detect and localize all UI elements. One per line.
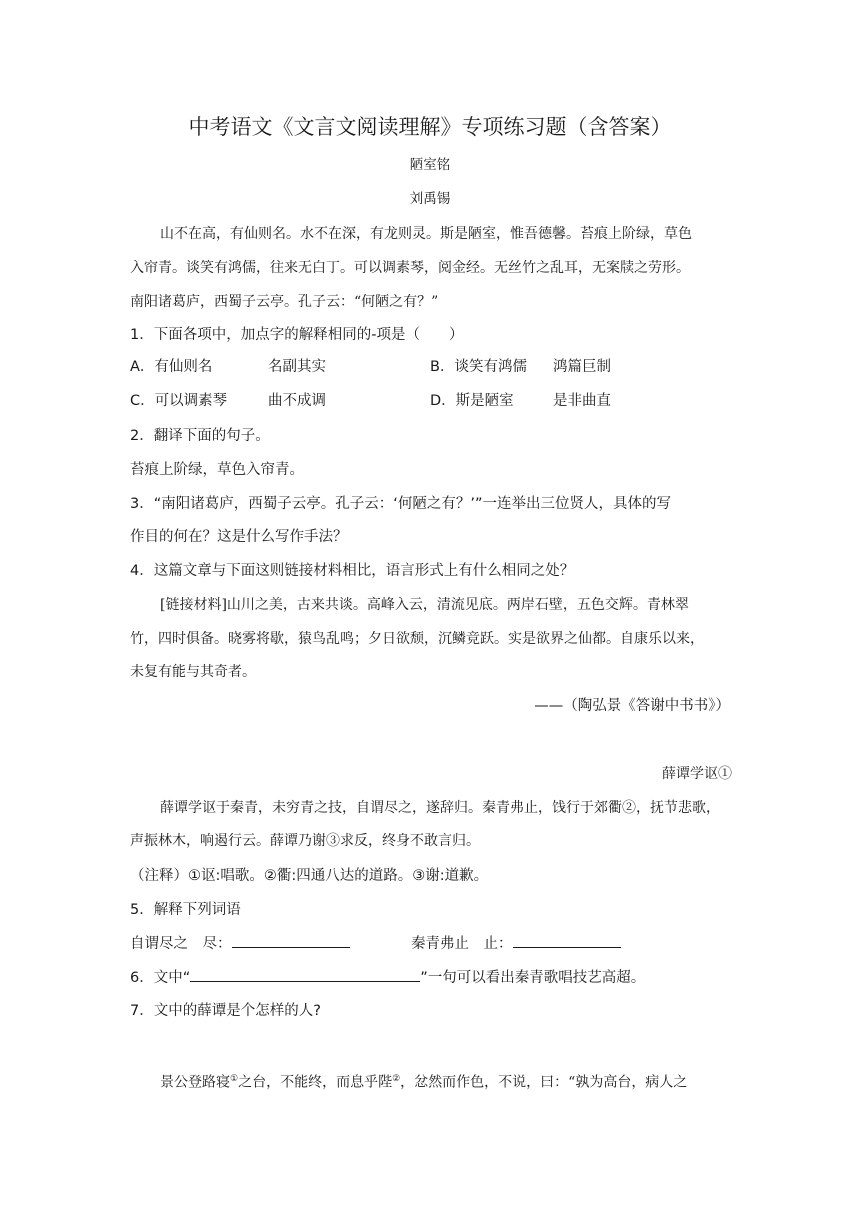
question-3-line: 3．“南阳诸葛庐，西蜀子云亭。孔子云：‘何陋之有？’”一连举出三位贤人，具体的写 (130, 496, 671, 512)
passage1-line: 南阳诸葛庐，西蜀子云亭。孔子云：“何陋之有？” (130, 294, 439, 310)
q5-item-2-label: 秦青弗止 止： (411, 936, 513, 952)
q5-item-2 (411, 933, 621, 954)
passage3-text: 之台，不能终，而息乎陛 (238, 1074, 393, 1091)
q1-option-d-pair: 是非曲直 (553, 393, 611, 409)
passage3-text: 景公登路寝 (160, 1074, 230, 1091)
q1-option-c: C．可以调素琴 (130, 393, 228, 409)
passage2-line: 声振林木，响遏行云。薛谭乃谢③求反，终身不敢言归。 (130, 833, 480, 849)
q1-option-c-pair: 曲不成调 (268, 393, 326, 409)
q5-item-1-label: 自谓尽之 尽： (130, 936, 232, 952)
link-material-line: 未复有能与其奇者。 (130, 664, 256, 680)
answer-blank[interactable] (190, 967, 420, 982)
question-6-prefix: 6．文中“ (130, 970, 191, 986)
passage2-notes: （注释）①讴:唱歌。②衢:四通八达的道路。③谢:道歉。 (130, 868, 489, 884)
question-7-stem: 7．文中的薛谭是个怎样的人? (130, 1003, 321, 1019)
passage1-heading: 陋室铭 (409, 157, 451, 173)
q1-option-b: B．谈笑有鸿儒 (430, 359, 527, 375)
question-2-stem: 2．翻译下面的句子。 (130, 428, 270, 444)
question-5-stem: 5．解释下列词语 (130, 902, 241, 918)
question-4-stem: 4．这篇文章与下面这则链接材料相比，语言形式上有什么相同之处？ (130, 563, 575, 579)
question-2-sentence: 苔痕上阶绿，草色入帘青。 (130, 462, 304, 478)
question-6 (130, 967, 730, 988)
passage1-line: 入帘青。谈笑有鸿儒，往来无白丁。可以调素琴，阅金经。无丝竹之乱耳，无案牍之劳形。 (130, 260, 690, 276)
q5-item-1 (130, 933, 350, 954)
passage1-author: 刘禹锡 (409, 191, 451, 207)
footnote-marker: ① (230, 1074, 239, 1084)
q1-option-b-pair: 鸿篇巨制 (553, 359, 611, 375)
document-title: 中考语文《文言文阅读理解》专项练习题（含答案） (188, 115, 672, 139)
q1-option-a-pair: 名副其实 (268, 359, 326, 375)
answer-blank[interactable] (513, 933, 621, 948)
question-1-stem: 1．下面各项中，加点字的解释相同的-项是（ ） (130, 327, 464, 343)
passage2-line: 薛谭学讴于秦青，未穷青之技，自谓尽之，遂辞归。秦青弗止，饯行于郊衢②，抚节悲歌， (160, 800, 720, 816)
passage2-heading: 薛谭学讴① (662, 766, 732, 782)
passage3-line (160, 1069, 730, 1093)
passage1-line: 山不在高，有仙则名。水不在深，有龙则灵。斯是陋室，惟吾德馨。苔痕上阶绿，草色 (160, 226, 692, 242)
question-3-line: 作目的何在？这是什么写作手法？ (130, 529, 348, 545)
footnote-marker: ② (392, 1074, 401, 1084)
answer-blank[interactable] (232, 933, 350, 948)
question-6-suffix: ”一句可以看出秦青歌唱技艺高超。 (420, 970, 646, 986)
q1-option-d: D．斯是陋室 (430, 393, 514, 409)
passage3-text: ，忿然而作色，不说，曰：“孰为高台，病人之 (400, 1074, 688, 1091)
link-material-line: 竹，四时俱备。晓雾将歇，猿鸟乱鸣；夕日欲颓，沉鳞竞跃。实是欲界之仙都。自康乐以来， (130, 631, 704, 647)
link-material-source: ——（陶弘景《答谢中书书》） (534, 698, 730, 714)
link-material-line: [链接材料]山川之美，古来共谈。高峰入云，清流见底。两岸石壁，五色交辉。青林翠 (160, 597, 689, 613)
q1-option-a: A．有仙则名 (130, 359, 213, 375)
